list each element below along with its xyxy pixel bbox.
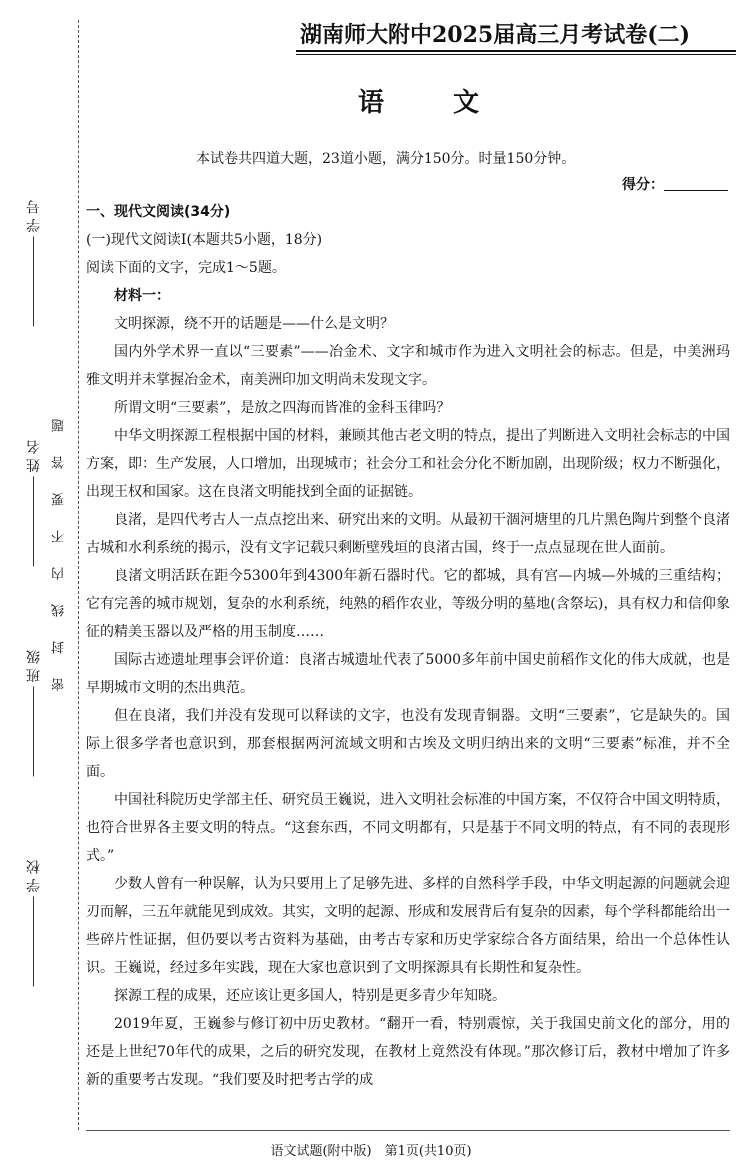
exam-title: 湖南师大附中2025届高三月考试卷(二) [300, 22, 691, 48]
passage-paragraph: 文明探源，绕不开的话题是——什么是文明？ [114, 316, 394, 332]
passage-paragraph: (一)现代文阅读Ⅰ(本题共5小题，18分) [86, 232, 323, 248]
student-id-field[interactable] [22, 200, 46, 330]
class-label: 班 级 [26, 650, 42, 683]
subject-title: 语 文 [358, 88, 510, 118]
passage-paragraph: 国内外学术界一直以“三要素”——冶金术、文字和城市作为进入文明社会的标志。但是，中美洲玛雅文明并未掌握冶金术，南美洲印加文明尚未发现文字。 [86, 344, 730, 388]
student-name-blank[interactable] [34, 476, 35, 566]
passage-paragraph: 探源工程的成果，还应该让更多国人，特别是更多青少年知晓。 [114, 988, 506, 1004]
class-field[interactable] [22, 650, 46, 780]
passage-paragraph: 国际古迹遗址理事会评价道：良渚古城遗址代表了5000多年前中国史前稻作文化的伟大成就，也是早期城市文明的杰出典范。 [86, 652, 730, 696]
passage-paragraph: 一、现代文阅读(34分) [86, 204, 231, 220]
title-rule [296, 50, 736, 52]
student-id-blank[interactable] [34, 236, 35, 326]
passage-paragraph: 材料一： [114, 288, 170, 304]
reading-passage [86, 198, 730, 1094]
student-name-field[interactable] [22, 440, 46, 570]
passage-paragraph: 2019年夏，王巍参与修订初中历史教材。“翻开一看，特别震惊，关于我国史前文化的部分，用的还是上世纪70年代的成果，之后的研究发现，在教材上竟然没有体现。”那次修订后，教材中增加了许多新的重要考古发现。“我们要及时把考古学的成 [86, 1016, 730, 1088]
passage-paragraph: 少数人曾有一种误解，认为只要用上了足够先进、多样的自然科学手段，中华文明起源的问题就会迎刃而解，三五年就能见到成效。其实，文明的起源、形成和发展背后有复杂的因素，每个学科都能给出一些碎片性证据，但仍要以考古资料为基础，由考古专家和历史学家综合各方面结果，给出一个总体性认识。王巍说，经过多年实践，现在大家也意识到了文明探源具有长期性和复杂性。 [86, 876, 730, 976]
exam-intro: 本试卷共四道大题，23道小题，满分150分。时量150分钟。 [196, 151, 576, 167]
student-name-label: 姓 名 [26, 440, 42, 473]
score-blank[interactable] [664, 190, 728, 191]
passage-paragraph: 所谓文明“三要素”，是放之四海而皆准的金科玉律吗？ [114, 400, 451, 416]
score-field[interactable] [622, 174, 728, 194]
student-id-label: 学 号 [26, 200, 42, 233]
passage-paragraph: 良渚文明活跃在距今5300年到4300年新石器时代。它的都城，具有宫—内城—外城的三重结构；它有完善的城市规划，复杂的水利系统，纯熟的稻作农业，等级分明的墓地(含祭坛)，具有权力和信仰象征的精美玉器以及严格的用玉制度…… [86, 568, 730, 640]
passage-paragraph: 阅读下面的文字，完成1～5题。 [86, 260, 286, 276]
binding-margin [0, 0, 82, 1130]
passage-paragraph: 中华文明探源工程根据中国的材料，兼顾其他古老文明的特点，提出了判断进入文明社会标志的中国方案，即：生产发展，人口增加，出现城市；社会分工和社会分化不断加剧，出现阶级；权力不断强化，出现王权和国家。这在良渚文明能找到全面的证据链。 [86, 428, 730, 500]
class-blank[interactable] [34, 686, 35, 776]
passage-paragraph: 中国社科院历史学部主任、研究员王巍说，进入文明社会标准的中国方案，不仅符合中国文明特质，也符合世界各主要文明的特点。“这套东西，不同文明都有，只是基于不同文明的特点，有不同的表现形式。” [86, 792, 730, 864]
school-label: 学 校 [26, 860, 42, 893]
page-footer: 语文试题(附中版) 第1页(共10页) [270, 1144, 472, 1159]
score-label: 得分： [622, 177, 664, 193]
binding-line [78, 20, 79, 1130]
seal-note: 密封线内不要答题 [52, 395, 67, 691]
footer-rule [86, 1130, 730, 1131]
school-blank[interactable] [34, 896, 35, 986]
passage-paragraph: 良渚，是四代考古人一点点挖出来、研究出来的文明。从最初干涸河塘里的几片黑色陶片到整个良渚古城和水利系统的揭示，没有文字记载只剩断壁残垣的良渚古国，终于一点点显现在世人面前。 [86, 512, 730, 556]
title-rule-thin [296, 54, 736, 55]
school-field[interactable] [22, 860, 46, 990]
passage-paragraph: 但在良渚，我们并没有发现可以释读的文字，也没有发现青铜器。文明“三要素”，它是缺失的。国际上很多学者也意识到，那套根据两河流域文明和古埃及文明归纳出来的文明“三要素”标准，并不全面。 [86, 708, 730, 780]
